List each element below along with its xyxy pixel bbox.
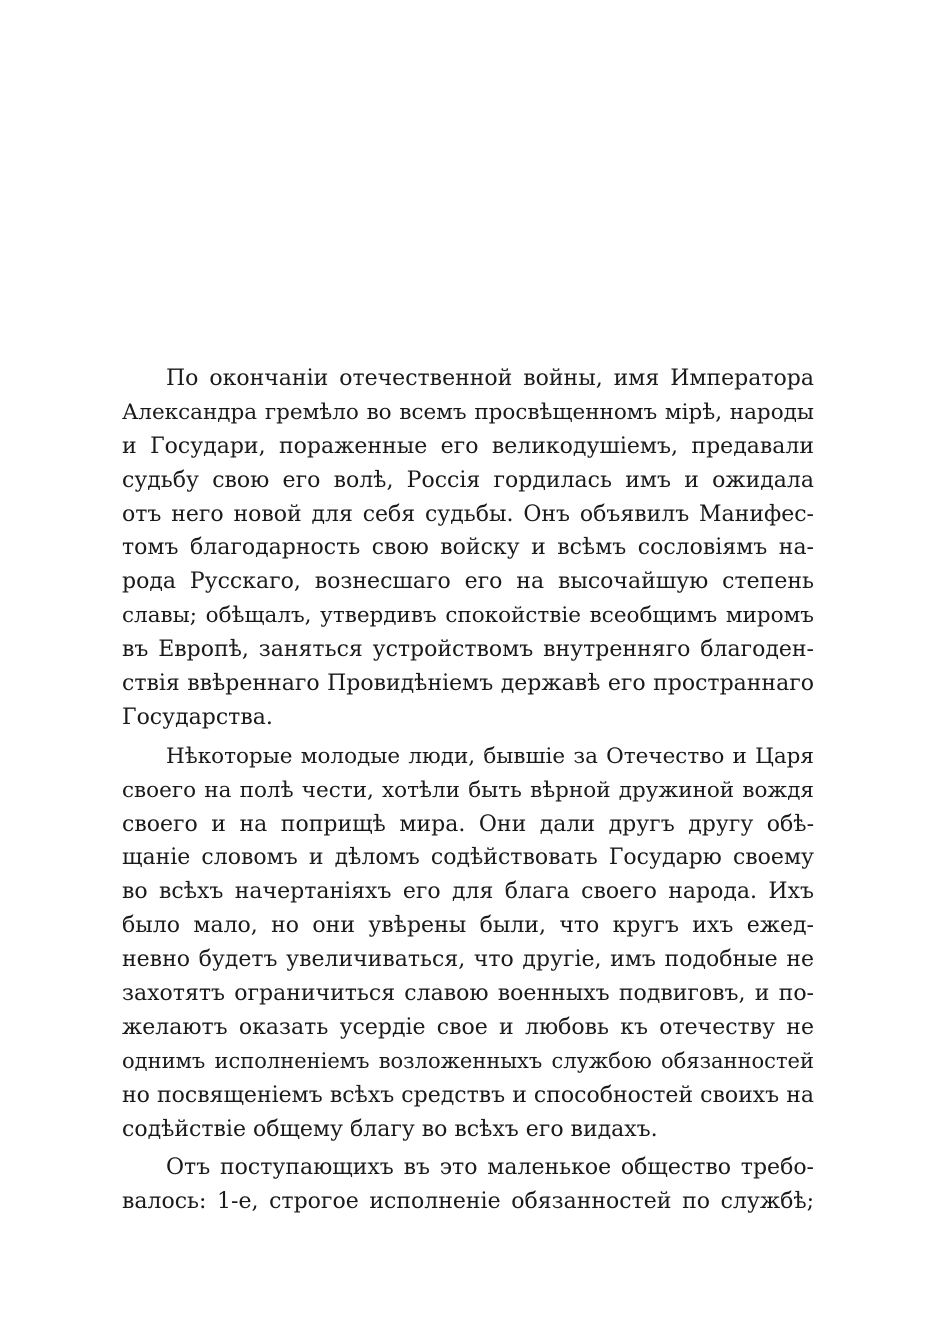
paragraph-1 [122,362,814,735]
text-line: въ Европѣ, заняться устройствомъ внутренняго благоден- [122,637,814,663]
text-line: и Государи, пораженные его великодушiемъ, предавали [122,433,814,459]
paragraph-3 [122,1151,814,1219]
text-line: своего и на поприщѣ мира. Они дали другъ другу обѣ- [122,811,814,837]
text-line: рода Русскаго, вознесшаго его на высочайшую степень [122,569,814,595]
text-line: Государства. [122,704,273,730]
text-line: томъ благодарность свою войску и всѣмъ сословiямъ на- [122,535,814,561]
text-line: невно будетъ увеличиваться, что другiе, имъ подобные не [122,947,814,973]
text-line: Нѣкоторые молодые люди, бывшiе за Отечество и Царя [166,743,814,769]
text-line: Отъ поступающихъ въ это маленькое общество требо- [166,1155,814,1181]
text-line: однимъ исполненiемъ возложенныхъ службою обязанностей [122,1048,814,1073]
text-line: По окончанiи отечественной войны, имя Императора [166,366,814,391]
text-line: отъ него новой для себя судьбы. Онъ объявилъ Манифес- [122,501,814,527]
text-line: судьбу свою его волѣ, Россiя гордилась имъ и ожидала [122,467,814,493]
text-line: захотятъ ограничиться славою военныхъ подвиговъ, и по- [122,981,814,1007]
text-line: Александра гремѣло во всемъ просвѣщенномъ мiрѣ, народы [122,399,814,425]
text-line: валось: 1-е, строгое исполненiе обязанностей по службѣ; [122,1189,814,1215]
paragraph-2 [122,740,814,1147]
text-line: во всѣхъ начертанiяхъ его для блага своего народа. Ихъ [122,879,814,905]
text-line: но посвященiемъ всѣхъ средствъ и способностей своихъ на [122,1082,814,1108]
text-line: было мало, но они увѣрены были, что кругъ ихъ ежед- [122,913,814,939]
text-line: ствiя ввѣреннаго Провидѣнiемъ державѣ его пространнаго [122,671,814,697]
text-line: содѣйствiе общему благу во всѣхъ его видахъ. [122,1116,658,1142]
text-line: желаютъ оказать усердiе свое и любовь къ отечеству не [122,1014,814,1040]
body-text [122,362,814,1224]
text-line: своего на полѣ чести, хотѣли быть вѣрной дружиной вождя [122,777,814,803]
text-line: щанiе словомъ и дѣломъ содѣйствовать Государю своему [122,845,814,871]
text-line: славы; обѣщалъ, утвердивъ спокойствiе всеобщимъ миромъ [122,603,814,629]
